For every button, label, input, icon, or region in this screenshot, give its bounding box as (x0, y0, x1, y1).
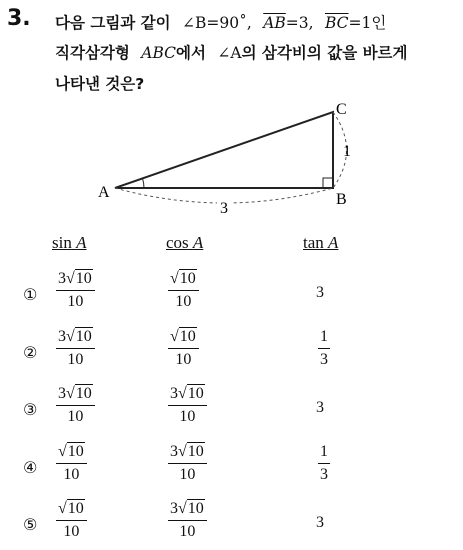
radical-sign: √ (178, 385, 187, 402)
denominator: 10 (179, 466, 196, 483)
question-number: 3. (7, 6, 31, 31)
sin-value (56, 328, 95, 369)
coefficient: 3 (58, 385, 66, 402)
vertex-b-label: B (336, 191, 347, 208)
sqrt (58, 443, 85, 461)
angle-b: ∠B=90˚, (182, 14, 252, 32)
intro-text: 다음 그림과 같이 (55, 14, 171, 32)
denominator: 10 (67, 408, 84, 425)
denominator: 10 (179, 408, 196, 425)
radicand: 10 (67, 500, 84, 517)
radical-sign: √ (58, 500, 67, 517)
sqrt (66, 270, 93, 288)
radicand: 10 (179, 270, 196, 287)
tan-value: 3 (316, 514, 324, 531)
numerator: 1 (318, 328, 330, 349)
triangle-abc (115, 112, 333, 188)
radical-sign: √ (66, 328, 75, 345)
denominator: 10 (67, 293, 84, 310)
denominator: 10 (63, 466, 80, 483)
cos-value (168, 385, 207, 426)
coefficient: 3 (58, 270, 66, 287)
vertex-a-label: A (98, 184, 110, 201)
numerator (168, 328, 199, 349)
question-line-3: 나타낸 것은? (55, 75, 145, 93)
sqrt (66, 385, 93, 403)
side-ab: $\overline{AB}=3$, (263, 14, 314, 32)
side-bc: $\overline{BC}=1$인 (324, 14, 387, 32)
denominator: 10 (179, 523, 196, 540)
radical-sign: √ (170, 270, 179, 287)
radical-sign: √ (170, 328, 179, 345)
tan-value (318, 328, 330, 369)
radicand: 10 (67, 443, 84, 460)
numerator (168, 385, 207, 406)
radicand: 10 (187, 500, 204, 517)
coefficient: 3 (170, 385, 178, 402)
sqrt (178, 385, 205, 403)
angle-a-arc (143, 179, 145, 189)
numerator (56, 500, 87, 521)
tan-value: 3 (316, 399, 324, 416)
radicand: 10 (75, 328, 92, 345)
denominator: 3 (320, 351, 328, 368)
denominator: 3 (320, 466, 328, 483)
cos-value (168, 500, 207, 541)
denominator: 10 (175, 351, 192, 368)
radicand: 10 (187, 385, 204, 402)
radicand: 10 (179, 328, 196, 345)
coefficient: 3 (170, 443, 178, 460)
side-ab-length: 3 (220, 200, 228, 217)
sqrt (58, 500, 85, 518)
answer-option[interactable] (0, 328, 463, 378)
sin-value (56, 385, 95, 426)
sin-value (56, 500, 87, 541)
tan-value: 3 (316, 284, 324, 301)
numerator (168, 443, 207, 464)
side-bc-length: 1 (343, 143, 351, 160)
radical-sign: √ (66, 385, 75, 402)
angle-a: ∠A (217, 44, 242, 62)
option-marker: ① (23, 285, 38, 304)
radicand: 10 (187, 443, 204, 460)
sin-value (56, 443, 87, 484)
denominator: 10 (175, 293, 192, 310)
numerator (168, 500, 207, 521)
cos-value (168, 328, 199, 369)
triangle-name: ABC (141, 44, 177, 62)
numerator (56, 385, 95, 406)
sqrt (66, 328, 93, 346)
answer-option[interactable] (0, 443, 463, 493)
answer-option[interactable] (0, 270, 463, 320)
coefficient: 3 (170, 500, 178, 517)
triangle-diagram (0, 0, 463, 230)
numerator (56, 270, 95, 291)
option-marker: ⑤ (23, 515, 38, 534)
header-cos: cos A (166, 233, 204, 252)
header-tan: tan A (303, 233, 339, 252)
vertex-c-label: C (336, 101, 347, 118)
question-line-2: 직각삼각형 ABC에서 ∠A의 삼각비의 값을 바르게 (55, 44, 408, 62)
numerator (56, 328, 95, 349)
sin-value (56, 270, 95, 311)
coefficient: 3 (58, 328, 66, 345)
sqrt (170, 328, 197, 346)
denominator: 10 (67, 351, 84, 368)
option-marker: ④ (23, 458, 38, 477)
radical-sign: √ (178, 500, 187, 517)
sqrt (178, 500, 205, 518)
sqrt (170, 270, 197, 288)
answer-option[interactable] (0, 385, 463, 435)
radical-sign: √ (58, 443, 67, 460)
radical-sign: √ (66, 270, 75, 287)
cos-value (168, 270, 199, 311)
option-marker: ② (23, 343, 38, 362)
right-angle-mark (323, 178, 333, 188)
option-marker: ③ (23, 400, 38, 419)
denominator: 10 (63, 523, 80, 540)
radicand: 10 (75, 270, 92, 287)
radicand: 10 (75, 385, 92, 402)
numerator (56, 443, 87, 464)
numerator (168, 270, 199, 291)
tan-value (318, 443, 330, 484)
numerator: 1 (318, 443, 330, 464)
sqrt (178, 443, 205, 461)
header-sin: sin A (52, 233, 87, 252)
cos-value (168, 443, 207, 484)
radical-sign: √ (178, 443, 187, 460)
